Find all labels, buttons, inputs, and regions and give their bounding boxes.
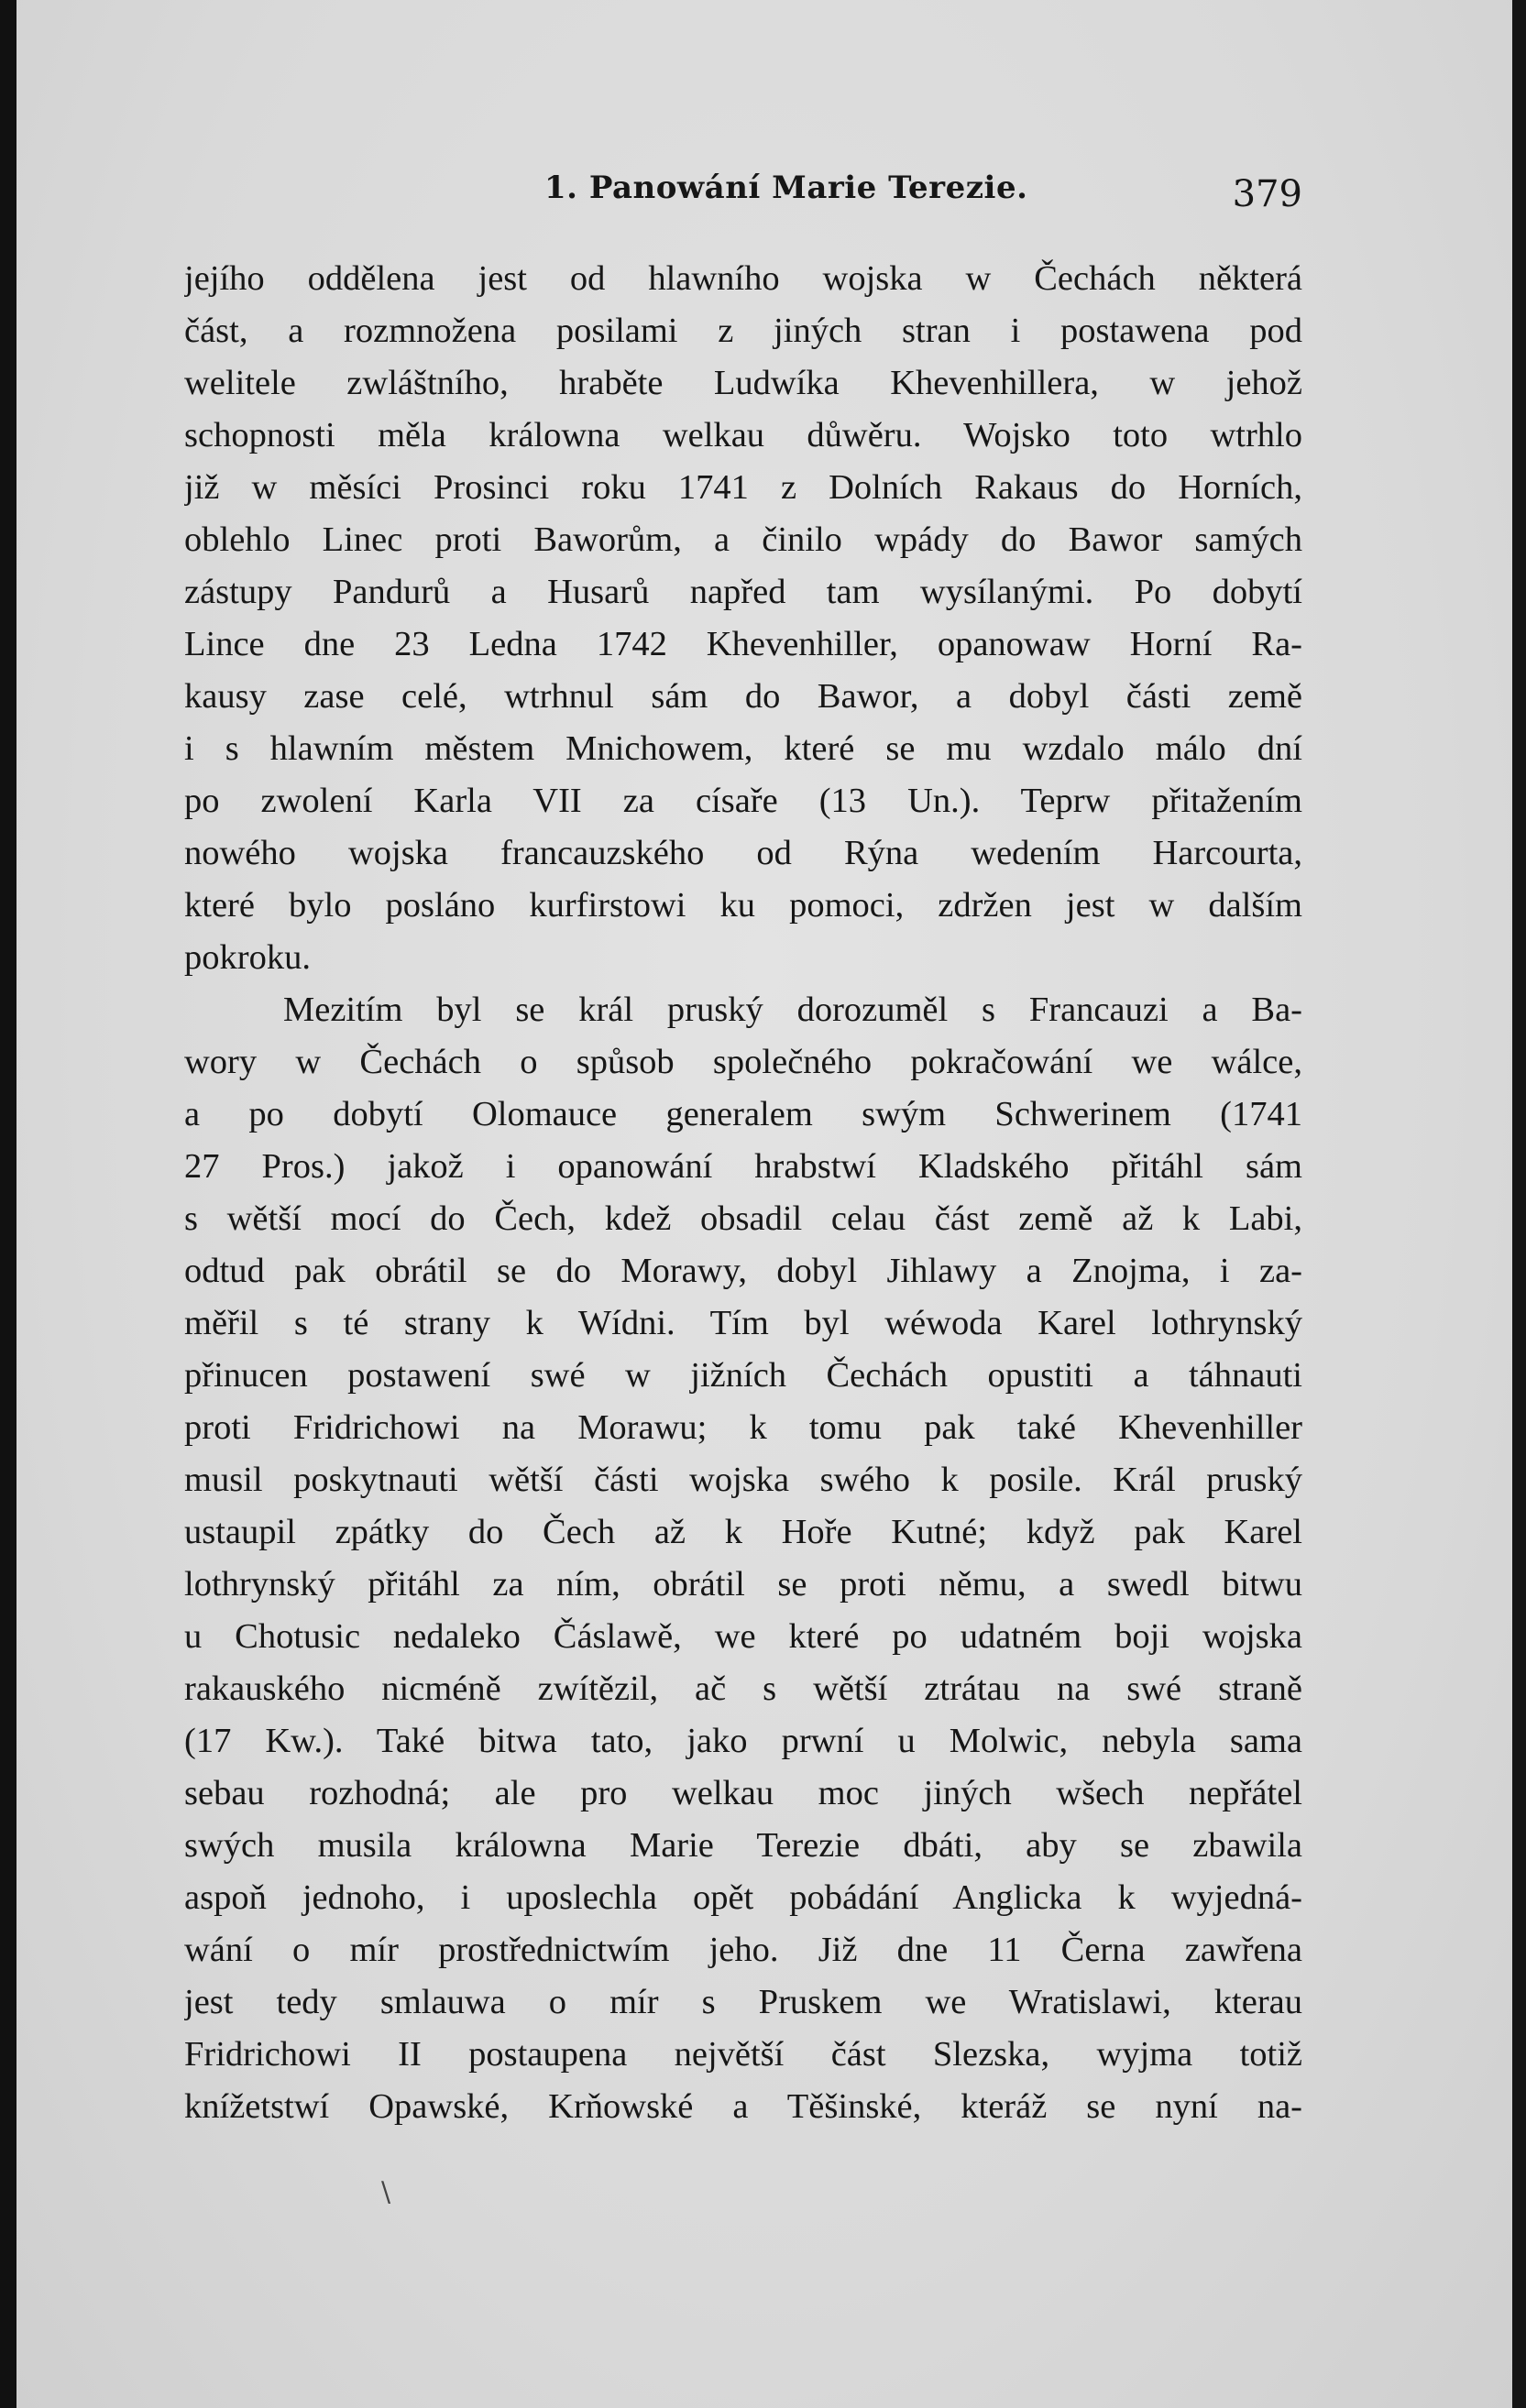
text-line: sebau rozhodná; ale pro welkau moc jiných wšech nepřátel [184,1774,1302,1812]
page-header [184,160,1302,215]
text-line: aspoň jednoho, i uposlechla opět pobádání Anglicka k wyjedná- [184,1878,1302,1917]
text-line: nowého wojska francauzského od Rýna wedením Harcourta, [184,834,1302,872]
text-line: část, a rozmnožena posilami z jiných stran i postawena pod [184,312,1302,350]
text-line: již w měsíci Prosinci roku 1741 z Dolních Rakaus do Horních, [184,468,1302,507]
running-head: 1. Panowání Marie Terezie. [544,170,1028,206]
book-page [16,0,1512,2408]
text-line: schopnosti měla králowna welkau důwěru. Wojsko toto wtrhlo [184,416,1302,454]
text-line: (17 Kw.). Také bitwa tato, jako prwní u Molwic, nebyla sama [184,1722,1302,1760]
text-line: jest tedy smlauwa o mír s Pruskem we Wratislawi, kterau [184,1983,1302,2021]
text-line: musil poskytnauti wětší části wojska swého k posile. Král pruský [184,1461,1302,1499]
text-line: ustaupil zpátky do Čech až k Hoře Kutné; když pak Karel [184,1513,1302,1551]
text-line: 27 Pros.) jakož i opanowání hrabstwí Kladského přitáhl sám [184,1147,1302,1186]
text-line: swých musila králowna Marie Terezie dbáti, aby se zbawila [184,1826,1302,1865]
text-line: Lince dne 23 Ledna 1742 Khevenhiller, opanowaw Horní Ra- [184,625,1302,663]
text-line: Mezitím byl se král pruský dorozuměl s Francauzi a Ba- [283,991,1302,1029]
text-line: wory w Čechách o spůsob společného pokračowání we wálce, [184,1043,1302,1081]
paragraph-1 [184,253,1302,984]
text-line: jejího oddělena jest od hlawního wojska w Čechách některá [184,259,1302,298]
text-line: a po dobytí Olomauce generalem swým Schwerinem (1741 [184,1095,1302,1133]
text-line: zástupy Pandurů a Husarů napřed tam wysílanými. Po dobytí [184,573,1302,611]
text-line: oblehlo Linec proti Baworům, a činilo wpády do Bawor samých [184,520,1302,559]
scan-right-edge [1512,0,1526,2408]
text-line: měřil s té strany k Wídni. Tím byl wéwoda Karel lothrynský [184,1304,1302,1342]
text-line: po zwolení Karla VII za císaře (13 Un.). Teprw přitažením [184,782,1302,820]
text-line: odtud pak obrátil se do Morawy, dobyl Jihlawy a Znojma, i za- [184,1252,1302,1290]
scan-left-edge [0,0,16,2408]
text-line: pokroku. [184,938,311,977]
body-text [184,253,1302,2133]
text-line: proti Fridrichowi na Morawu; k tomu pak také Khevenhiller [184,1408,1302,1447]
text-line: rakauského nicméně zwítězil, ač s wětší ztrátau na swé straně [184,1669,1302,1708]
text-line: Fridrichowi II postaupena největší část Slezska, wyjma totiž [184,2035,1302,2074]
text-line: i s hlawním městem Mnichowem, které se mu wzdalo málo dní [184,729,1302,768]
text-line: s wětší mocí do Čech, kdež obsadil celau část země až k Labi, [184,1199,1302,1238]
text-line: lothrynský přitáhl za ním, obrátil se proti němu, a swedl bitwu [184,1565,1302,1604]
paragraph-2 [184,984,1302,2133]
text-line: wání o mír prostřednictwím jeho. Již dne 11 Černa zawřena [184,1931,1302,1969]
text-line: u Chotusic nedaleko Čáslawě, we které po udatném boji wojska [184,1617,1302,1656]
text-line: welitele zwláštního, hraběte Ludwíka Khevenhillera, w jehož [184,364,1302,402]
text-line: knížetstwí Opawské, Krňowské a Těšinské, kteráž se nyní na- [184,2087,1302,2126]
text-line: kausy zase celé, wtrhnul sám do Bawor, a dobyl části země [184,677,1302,716]
text-line: přinucen postawení swé w jižních Čechách opustiti a táhnauti [184,1356,1302,1395]
stray-mark: \ [381,2176,391,2208]
page-number: 379 [1232,173,1302,215]
text-line: které bylo posláno kurfirstowi ku pomoci, zdržen jest w dalším [184,886,1302,925]
